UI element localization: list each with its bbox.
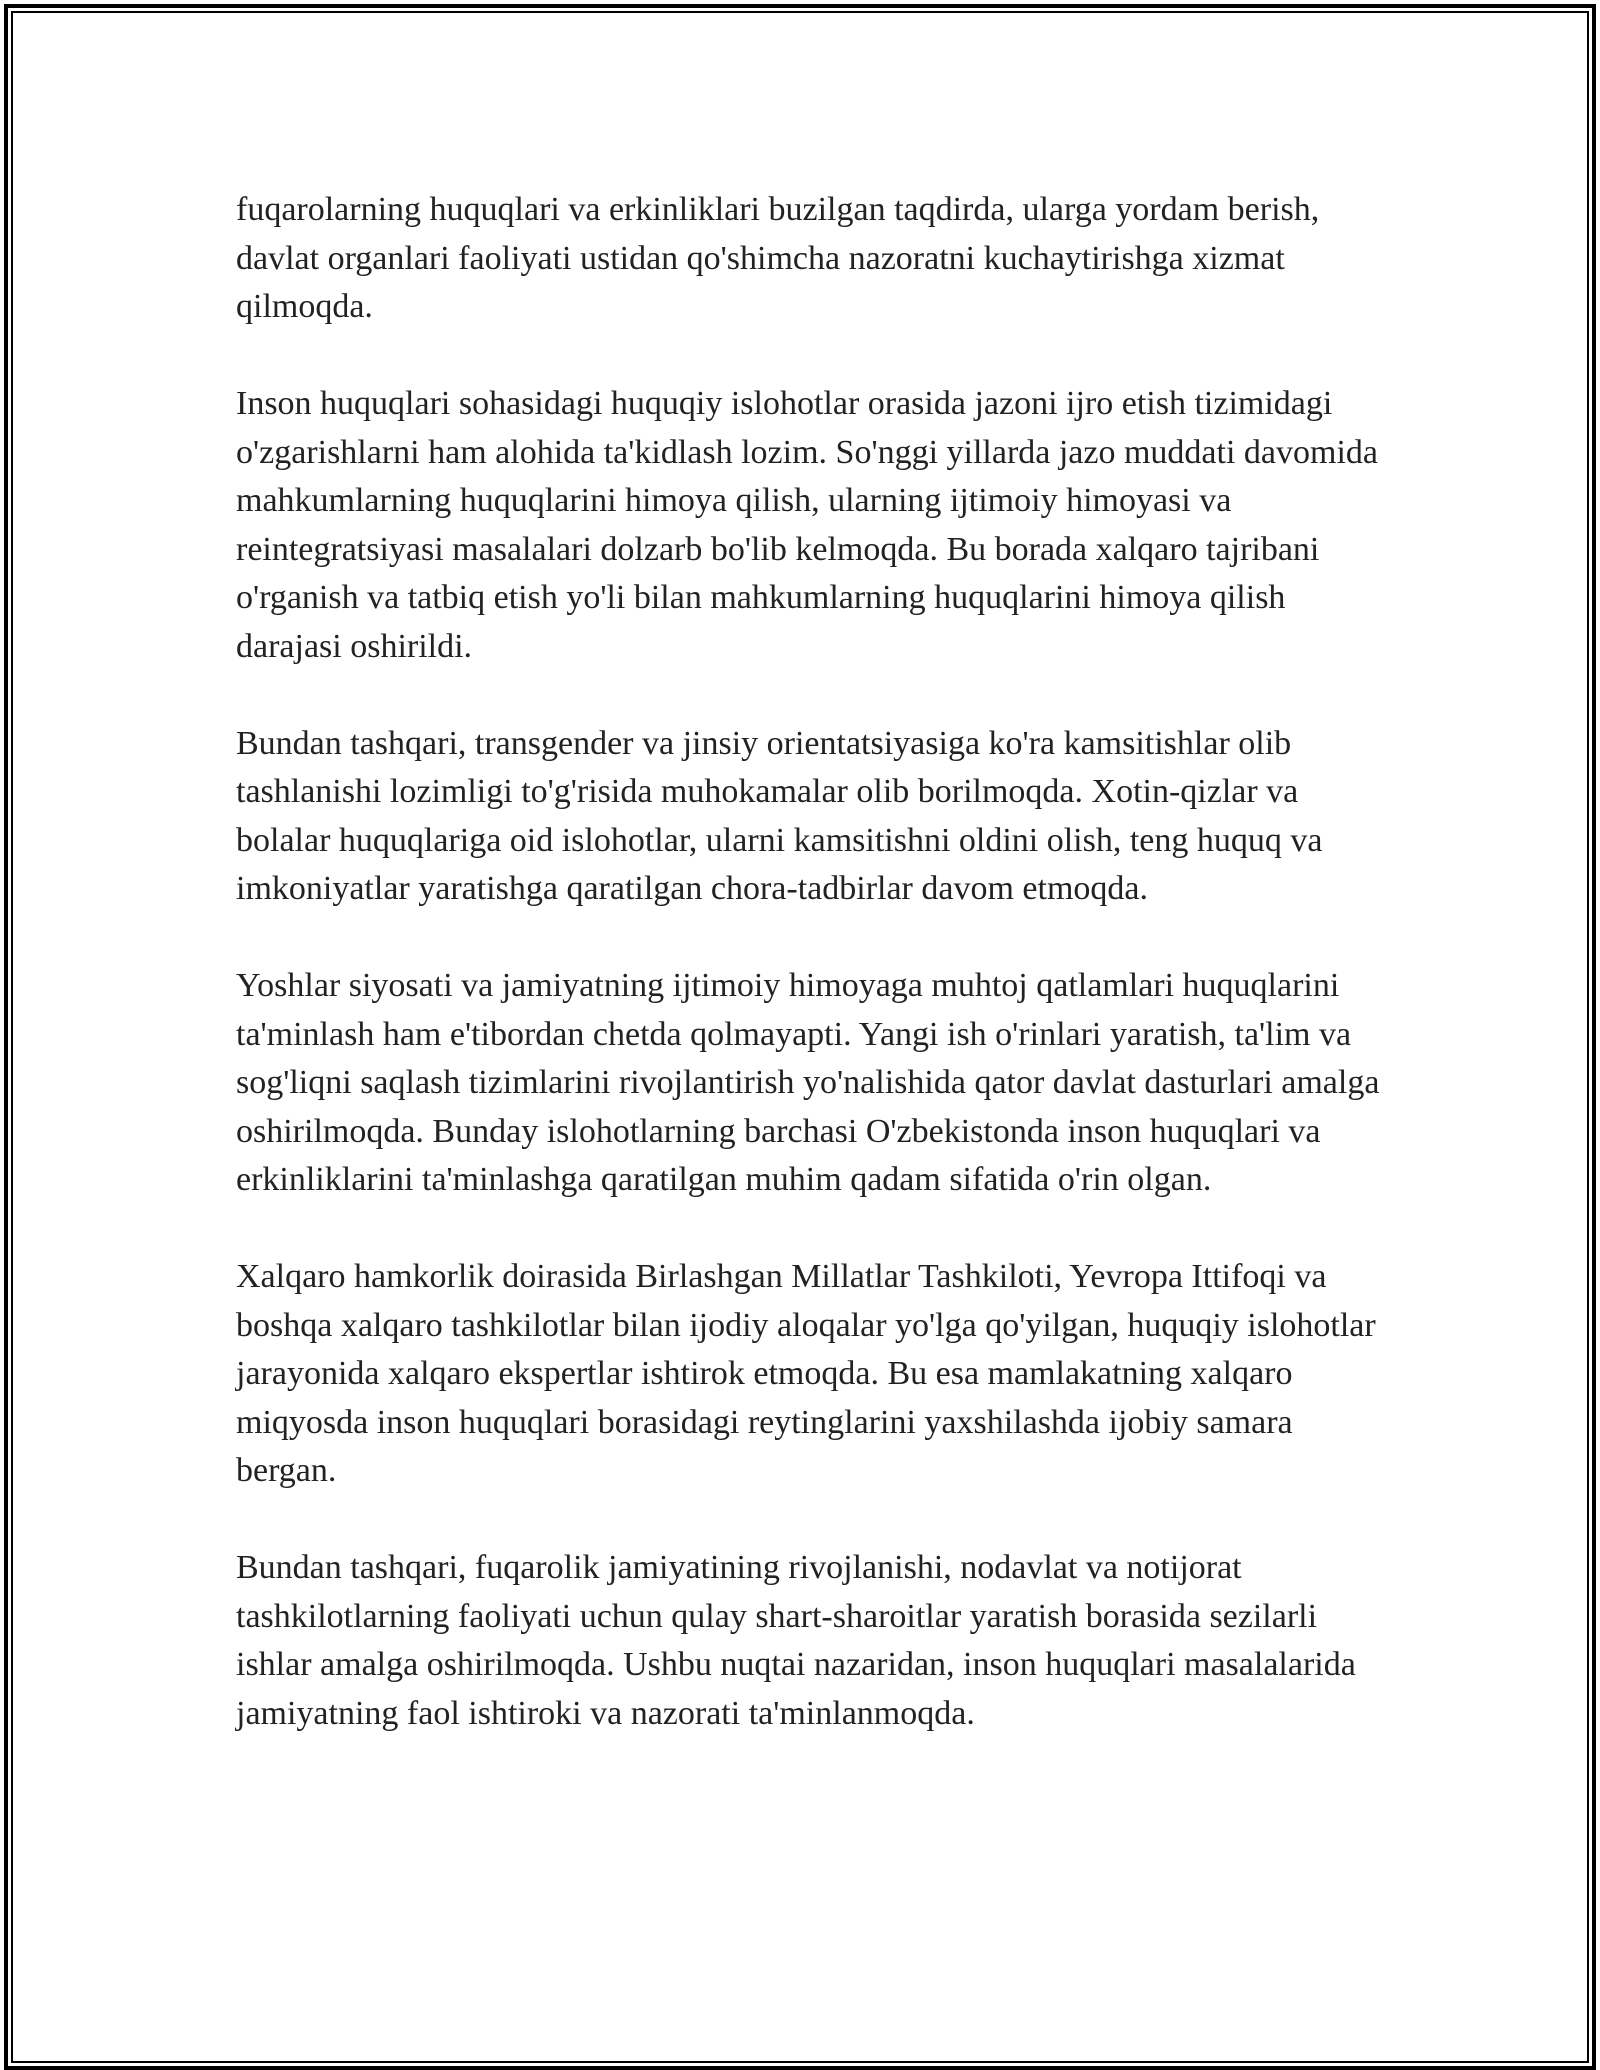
paragraph-5: Xalqaro hamkorlik doirasida Birlashgan Millatlar Tashkiloti, Yevropa Ittifoqi va boshqa xalqaro tashkilotlar bilan ijodiy aloqalar yo'lga qo'yilgan, huquqiy islohotlar jarayonida xalqaro ekspertlar ishtirok etmoqda. Bu esa mamlakatning xalqaro miqyosda inson huquqlari borasidagi reytinglarini yaxshilashda ijobiy samara bergan.: [236, 1258, 1376, 1489]
paragraph-3: Bundan tashqari, transgender va jinsiy orientatsiyasiga ko'ra kamsitishlar olib tashlanishi lozimligi to'g'risida muhokamalar olib borilmoqda. Xotin-qizlar va bolalar huquqlariga oid islohotlar, ularni kamsitishni oldini olish, teng huquq va imkoniyatlar yaratishga qaratilgan chora-tadbirlar davom etmoqda.: [236, 724, 1323, 907]
paragraph-1: fuqarolarning huquqlari va erkinliklari buzilgan taqdirda, ularga yordam berish, davlat organlari faoliyati ustidan qo'shimcha nazoratni kuchaytirishga xizmat qilmoqda.: [236, 191, 1320, 325]
paragraph-2: Inson huquqlari sohasidagi huquqiy islohotlar orasida jazoni ijro etish tizimidagi o'zgarishlarni ham alohida ta'kidlash lozim. So'nggi yillarda jazo muddati davomida mahkumlarning huquqlarini himoya qilish, ularning ijtimoiy himoyasi va reintegratsiyasi masalalari dolzarb bo'lib kelmoqda. Bu borada xalqaro tajribani o'rganish va tatbiq etish yo'li bilan mahkumlarning huquqlarini himoya qilish darajasi oshirildi.: [236, 385, 1378, 665]
paragraph-6: Bundan tashqari, fuqarolik jamiyatining rivojlanishi, nodavlat va notijorat tashkilotlarning faoliyati uchun qulay shart-sharoitlar yaratish borasida sezilarli ishlar amalga oshirilmoqda. Ushbu nuqtai nazaridan, inson huquqlari masalalarida jamiyatning faol ishtiroki va nazorati ta'minlanmoqda.: [236, 1549, 1356, 1732]
paragraph-4: Yoshlar siyosati va jamiyatning ijtimoiy himoyaga muhtoj qatlamlari huquqlarini ta'minlash ham e'tibordan chetda qolmayapti. Yangi ish o'rinlari yaratish, ta'lim va sog'liqni saqlash tizimlarini rivojlantirish yo'nalishida qator davlat dasturlari amalga oshirilmoqda. Bunday islohotlarning barchasi O'zbekistonda inson huquqlari va erkinliklarini ta'minlashga qaratilgan muhim qadam sifatida o'rin olgan.: [236, 967, 1380, 1198]
document-body: [236, 186, 1396, 1787]
